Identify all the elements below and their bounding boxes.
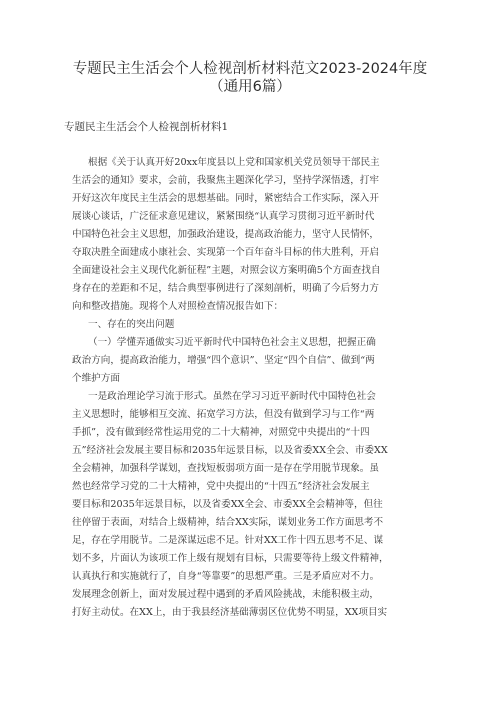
body-text-line: 一是政治理论学习流于形式。虽然在学习习近平新时代中国特色社会 [88, 391, 376, 402]
document-title-line-1: 专题民主生活会个人检视剖析材料范文2023-2024年度 [72, 61, 428, 77]
body-text-line: 然也经常学习党的二十大精神，党中央提出的“十四五”经济社会发展主 [72, 481, 370, 492]
body-text-line: 往停留于表面，对结合上级精神，结合XX实际，谋划业务工作方面思考不 [72, 517, 384, 528]
body-text-line: 认真执行和实施就行了，自身“等靠要”的思想严重。三是矛盾应对不力。 [72, 571, 380, 582]
body-text-line: 一、存在的突出问题 [88, 319, 175, 330]
body-text-line: 全会精神，加强科学谋划，查找短板弱项方面一是存在学用脱节现象。虽 [72, 463, 379, 474]
body-text-line: 全面建设社会主义现代化新征程”主题，对照会议方案明确5个方面查找自 [72, 265, 381, 276]
body-text-line: 中国特色社会主义思想，加强政治建设，提高政治能力，坚守人民情怀， [72, 229, 379, 240]
body-text-line: 要目标和2035年远景目标，以及省委XX全会、市委XX全会精神等，但往 [72, 499, 383, 510]
document-title-line-2: （通用6篇） [209, 79, 291, 95]
body-text-line: 打好主动仗。在XX上，由于我县经济基础薄弱区位优势不明显，XX项目实 [72, 607, 388, 618]
body-text-line: 根据《关于认真开好20xx年度县以上党和国家机关党员领导干部民主 [88, 157, 380, 168]
section-heading: 专题民主生活会个人检视剖析材料1 [64, 121, 229, 133]
body-text-line: 主义思想时，能够相互交流、拓宽学习方法，但没有做到学习与工作“两 [72, 409, 375, 420]
body-text-line: 手抓”，没有做到经常性运用党的二十大精神，对照党中央提出的“十四 [72, 427, 370, 438]
body-text-line: 夺取决胜全面建成小康社会、实现第一个百年奋斗目标的伟大胜利，开启 [72, 247, 379, 258]
body-text-line: 五”经济社会发展主要目标和2035年远景目标，以及省委XX全会、市委XX [72, 445, 388, 456]
body-text-line: 发展理念创新上，面对发展过程中遇到的矛盾风险挑战，未能积极主动， [72, 589, 379, 600]
body-text-line: 生活会的通知》要求，会前，我聚焦主题深化学习，坚持学深悟透，打牢 [72, 175, 379, 186]
body-text-line: 划不多，片面认为该项工作上级有规划有目标，只需要等待上级文件精神， [72, 553, 389, 564]
body-text-line: 开好这次年度民主生活会的思想基础。同时，紧密结合工作实际，深入开 [72, 193, 379, 204]
body-text-line: 展谈心谈话，广泛征求意见建议，紧紧围绕“认真学习贯彻习近平新时代 [72, 211, 375, 222]
body-text-line: 足，存在学用脱节。二是深谋远虑不足。针对XX工作十四五思考不足、谋 [72, 535, 384, 546]
document-title [40, 60, 460, 96]
body-text-line: 向和整改措施。现将个人对照检查情况报告如下： [72, 301, 284, 312]
body-text-line: 个维护方面 [72, 373, 120, 384]
body-text-line: 政治方向，提高政治能力，增强“四个意识”、坚定“四个自信”、做到“两 [72, 355, 375, 366]
body-text-line: （一）学懂弄通做实习近平新时代中国特色社会主义思想，把握正确 [88, 337, 376, 348]
body-text-line: 身存在的差距和不足，结合典型事例进行了深刻剖析，明确了今后努力方 [72, 283, 379, 294]
